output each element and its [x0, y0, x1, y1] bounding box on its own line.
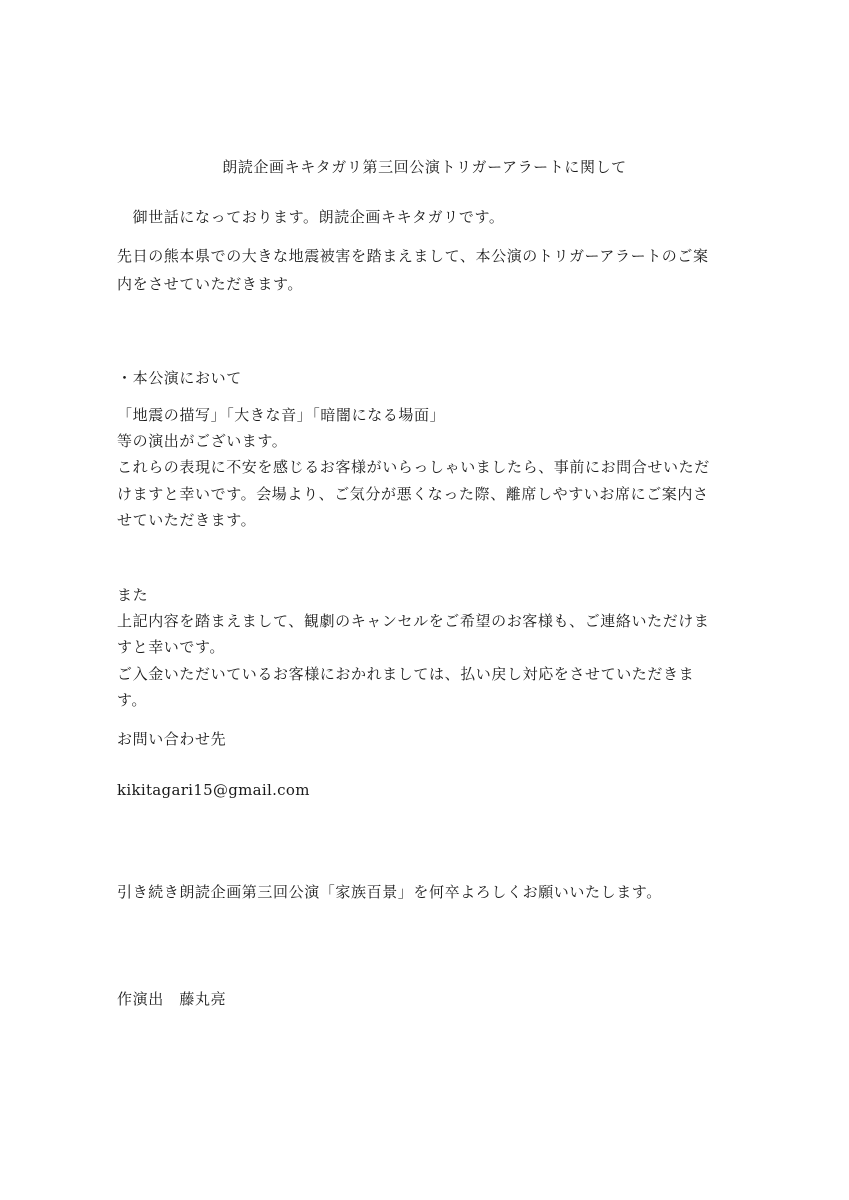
- section-heading: ・本公演において: [117, 369, 242, 387]
- greeting-text: 御世話になっております。朗読企画キキタガリです。: [117, 208, 505, 226]
- also-heading: また: [117, 586, 149, 604]
- intro-line-2: 内をさせていただきます。: [117, 275, 304, 293]
- also-line-1: 上記内容を踏まえまして、観劇のキャンセルをご希望のお客様も、ご連絡いただけま: [117, 612, 710, 630]
- also-line-3: ご入金いただいているお客様におかれましては、払い戻し対応をさせていただきま: [117, 665, 695, 683]
- section-line-4: けますと幸いです。会場より、ご気分が悪くなった際、離席しやすいお席にご案内さ: [117, 485, 709, 503]
- document-title: 朗読企画キキタガリ第三回公演トリガーアラートに関して: [222, 158, 627, 176]
- closing-text: 引き続き朗読企画第三回公演「家族百景」を何卒よろしくお願いいたします。: [117, 883, 662, 901]
- contact-label: お問い合わせ先: [117, 730, 227, 748]
- section-line-3: これらの表現に不安を感じるお客様がいらっしゃいましたら、事前にお問合せいただ: [117, 458, 710, 476]
- signature: 作演出 藤丸亮: [117, 990, 227, 1008]
- also-line-2: すと幸いです。: [117, 638, 226, 656]
- section-line-2: 等の演出がございます。: [117, 432, 288, 450]
- section-line-1: 「地震の描写」「大きな音」「暗闇になる場面」: [117, 406, 446, 424]
- also-line-4: す。: [117, 691, 148, 709]
- intro-line-1: 先日の熊本県での大きな地震被害を踏まえまして、本公演のトリガーアラートのご案: [117, 247, 709, 265]
- contact-email[interactable]: kikitagari15@gmail.com: [117, 781, 310, 799]
- section-line-5: せていただきます。: [117, 511, 257, 529]
